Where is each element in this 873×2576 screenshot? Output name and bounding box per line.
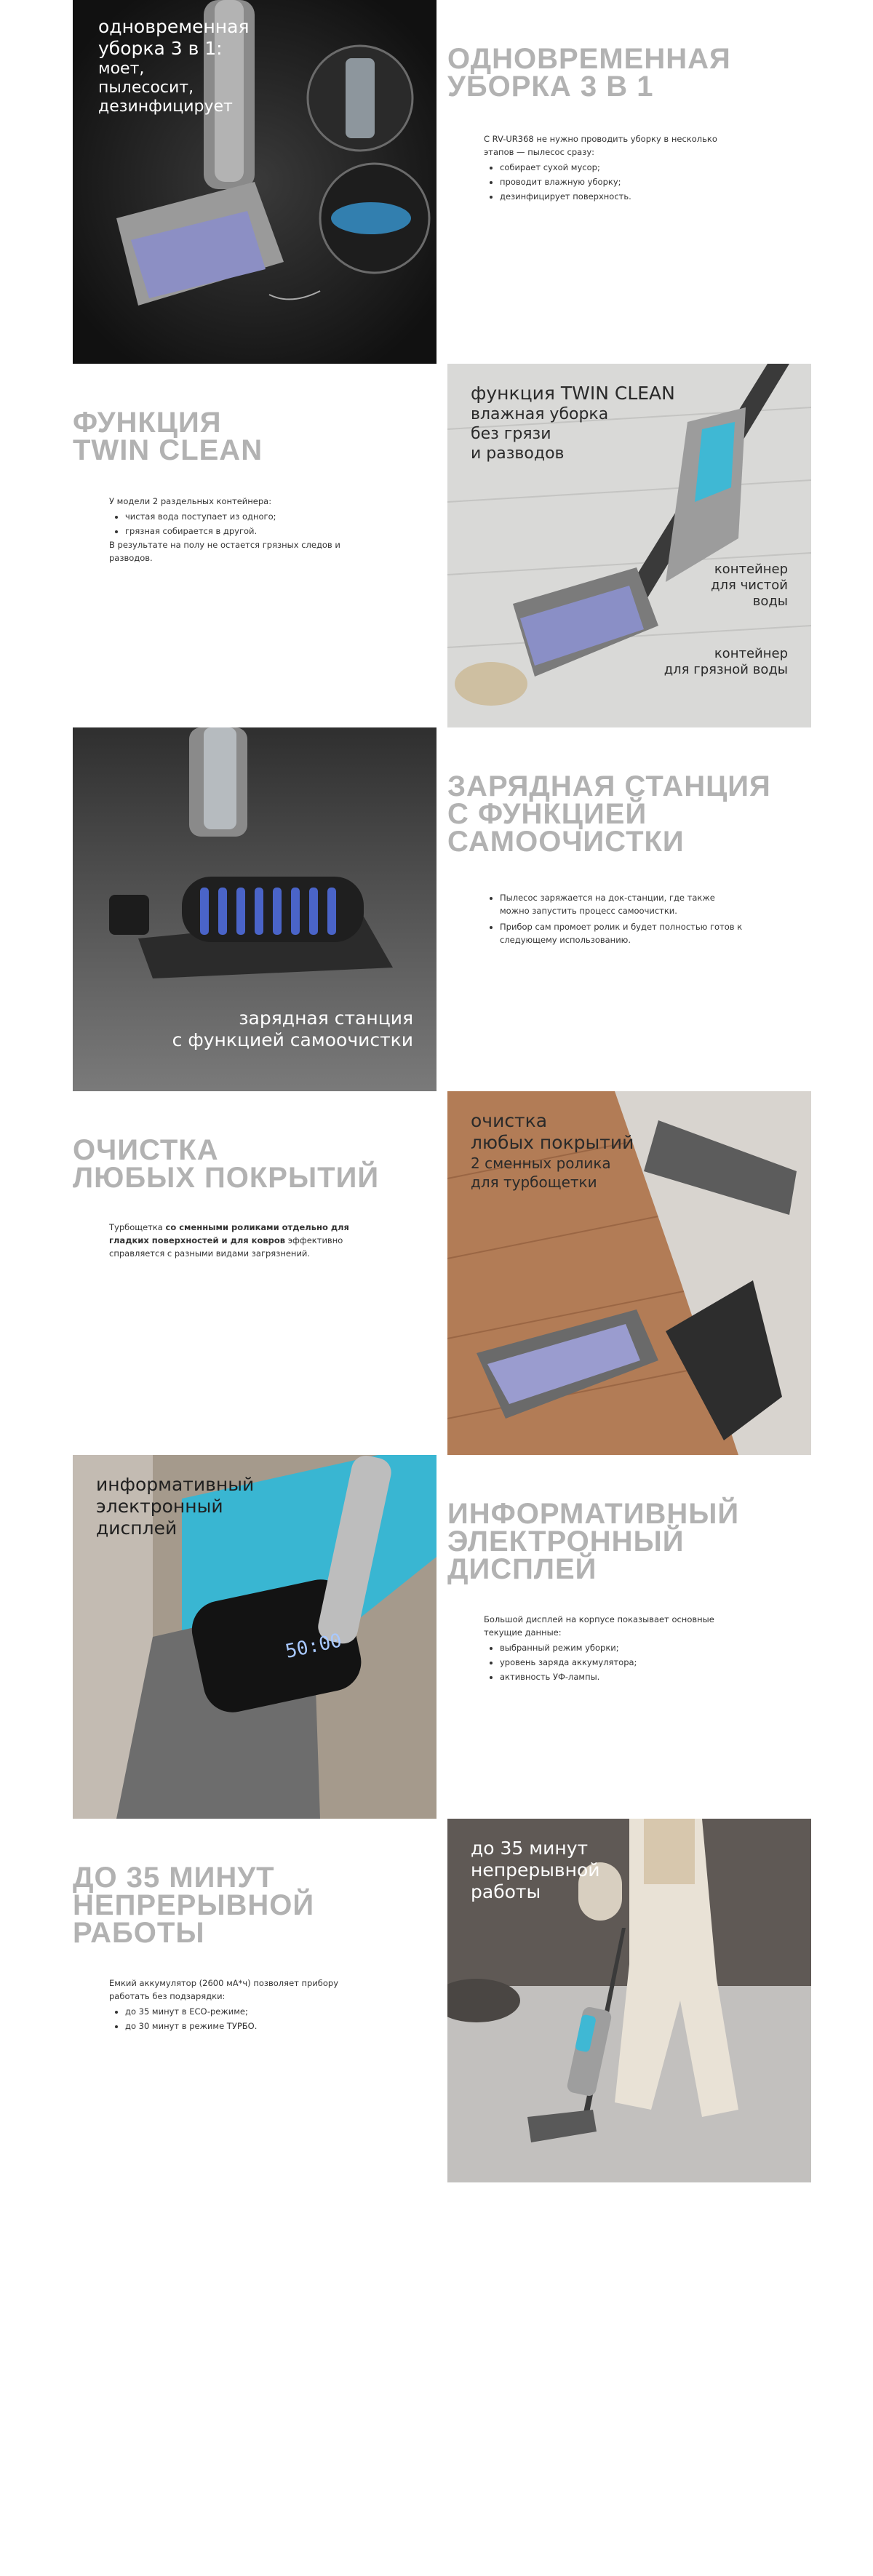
caption-line: до 35 минут (471, 1838, 589, 1859)
caption-line: для турбощетки (471, 1173, 597, 1191)
callout-line: контейнер (714, 646, 788, 661)
bullet-list (109, 2004, 371, 2033)
section-twin-clean (73, 364, 800, 727)
image-any-surface (447, 1091, 811, 1455)
caption-line: с функцией самоочистки (172, 1029, 413, 1050)
callout-line: контейнер (714, 562, 788, 577)
paragraph-text: эффективно справляется с разными видами загрязнений. (109, 1235, 343, 1259)
caption-line: очистка (471, 1110, 548, 1131)
image-caption (96, 1474, 254, 1539)
section-description (109, 1977, 371, 2033)
callout-line: для грязной воды (663, 662, 788, 677)
bullet-list (484, 160, 746, 204)
callout-clean-water (711, 562, 788, 610)
caption-line: уборка 3 в 1: (98, 38, 223, 59)
heading-line: ЭЛЕКТРОННЫЙ (447, 1526, 685, 1558)
bullet-item: • уровень заряда аккумулятора; (500, 1655, 746, 1670)
bullet-list (109, 509, 371, 538)
section-description (109, 495, 371, 565)
section-3-in-1 (73, 0, 800, 364)
heading-line: ОДНОВРЕМЕННАЯ (447, 43, 731, 75)
section-description (484, 132, 746, 204)
bullet-item: • Пылесос заряжается на док-станции, где также можно запустить процесс самоочистки. (500, 891, 746, 917)
heading-line: С ФУНКЦИЕЙ (447, 798, 647, 830)
bullet-item: • до 30 минут в режиме ТУРБО. (125, 2019, 371, 2033)
bullet-item: • до 35 минут в ECO-режиме; (125, 2004, 371, 2019)
section-heading (447, 43, 731, 103)
heading-line: ДО 35 МИНУТ (73, 1862, 275, 1894)
image-charging-station (73, 727, 436, 1091)
section-description (484, 1613, 746, 1684)
bullet-item: • собирает сухой мусор; (500, 160, 746, 175)
bullet-list (484, 1640, 746, 1684)
heading-line: TWIN CLEAN (73, 434, 263, 466)
text-any-surface (73, 1091, 436, 1455)
caption-line: информативный (96, 1474, 255, 1495)
heading-line: НЕПРЕРЫВНОЙ (73, 1889, 315, 1921)
bullet-item: • активность УФ-лампы. (500, 1670, 746, 1684)
heading-line: САМООЧИСТКИ (447, 826, 685, 858)
heading-line: ДИСПЛЕЙ (447, 1553, 597, 1585)
bullet-item: • дезинфицирует поверхность. (500, 189, 746, 204)
section-heading (73, 409, 263, 464)
bullet-item: • проводит влажную уборку; (500, 175, 746, 189)
caption-line: дезинфицирует (98, 97, 233, 116)
callout-line: для чистой (711, 578, 788, 593)
bullet-list (484, 891, 746, 946)
image-caption (471, 383, 675, 463)
heading-line: РАБОТЫ (73, 1917, 205, 1949)
caption-line: любых покрытий (471, 1132, 634, 1153)
caption-line: работы (471, 1881, 541, 1902)
bullet-item: • чистая вода поступает из одного; (125, 509, 371, 524)
section-any-surface (73, 1091, 800, 1455)
section-heading (447, 770, 771, 858)
heading-line: ФУНКЦИЯ (73, 407, 222, 439)
caption-line: функция TWIN CLEAN (471, 383, 675, 404)
text-charging-station (447, 727, 811, 1091)
text-display (447, 1455, 811, 1819)
heading-line: ЛЮБЫХ ПОКРЫТИЙ (73, 1162, 380, 1194)
callout-line: воды (752, 594, 788, 609)
caption-line: одновременная (98, 16, 250, 37)
section-battery (73, 1819, 800, 2182)
description-intro: У модели 2 раздельных контейнера: (109, 496, 272, 506)
text-battery (73, 1819, 436, 2182)
section-heading (447, 1500, 739, 1583)
caption-line: дисплей (96, 1518, 178, 1539)
section-description (109, 1221, 356, 1260)
bullet-item: • Прибор сам промоет ролик и будет полностью готов к следующему использованию. (500, 920, 746, 946)
caption-line: пылесосит, (98, 79, 194, 97)
caption-line: и разводов (471, 444, 565, 463)
caption-line: влажная уборка (471, 405, 609, 423)
caption-line: электронный (96, 1496, 223, 1517)
description-intro: Большой дисплей на корпусе показывает основные текущие данные: (484, 1614, 714, 1638)
description-outro: В результате на полу не остается грязных следов и разводов. (109, 540, 340, 563)
section-description (484, 891, 746, 946)
heading-line: УБОРКА 3 В 1 (447, 71, 654, 103)
paragraph-text: Турбощетка (109, 1222, 166, 1232)
caption-line: непрерывной (471, 1859, 600, 1881)
image-caption (471, 1838, 600, 1903)
paragraph-bold: со сменными роликами отдельно для гладких поверхностей и для ковров (109, 1222, 349, 1245)
image-twin-clean (447, 364, 811, 727)
caption-line: без грязи (471, 425, 551, 443)
bullet-item: • выбранный режим уборки; (500, 1640, 746, 1655)
bullet-item: • грязная собирается в другой. (125, 524, 371, 538)
section-heading (73, 1864, 314, 1947)
image-3-in-1 (73, 0, 436, 364)
image-caption (471, 1110, 634, 1192)
image-caption (98, 16, 250, 116)
section-charging-station (73, 727, 800, 1091)
caption-line: зарядная станция (239, 1008, 413, 1029)
text-3-in-1 (447, 0, 811, 364)
heading-line: ОЧИСТКА (73, 1134, 219, 1166)
section-display (73, 1455, 800, 1819)
callout-dirty-water (664, 646, 788, 678)
heading-line: ИНФОРМАТИВНЫЙ (447, 1498, 740, 1530)
image-display (73, 1455, 436, 1819)
description-paragraph (109, 1221, 356, 1260)
display-readout: 50:00 (283, 1630, 344, 1663)
caption-line: моет, (98, 60, 145, 78)
description-intro: Емкий аккумулятор (2600 мА*ч) позволяет прибору работать без подзарядки: (109, 1978, 339, 2001)
section-heading (73, 1136, 379, 1192)
image-battery (447, 1819, 811, 2182)
description-intro: С RV-UR368 не нужно проводить уборку в несколько этапов — пылесос сразу: (484, 134, 717, 157)
text-twin-clean (73, 364, 436, 727)
caption-line: 2 сменных ролика (471, 1155, 611, 1172)
heading-line: ЗАРЯДНАЯ СТАНЦИЯ (447, 770, 771, 802)
image-caption (172, 1008, 413, 1051)
